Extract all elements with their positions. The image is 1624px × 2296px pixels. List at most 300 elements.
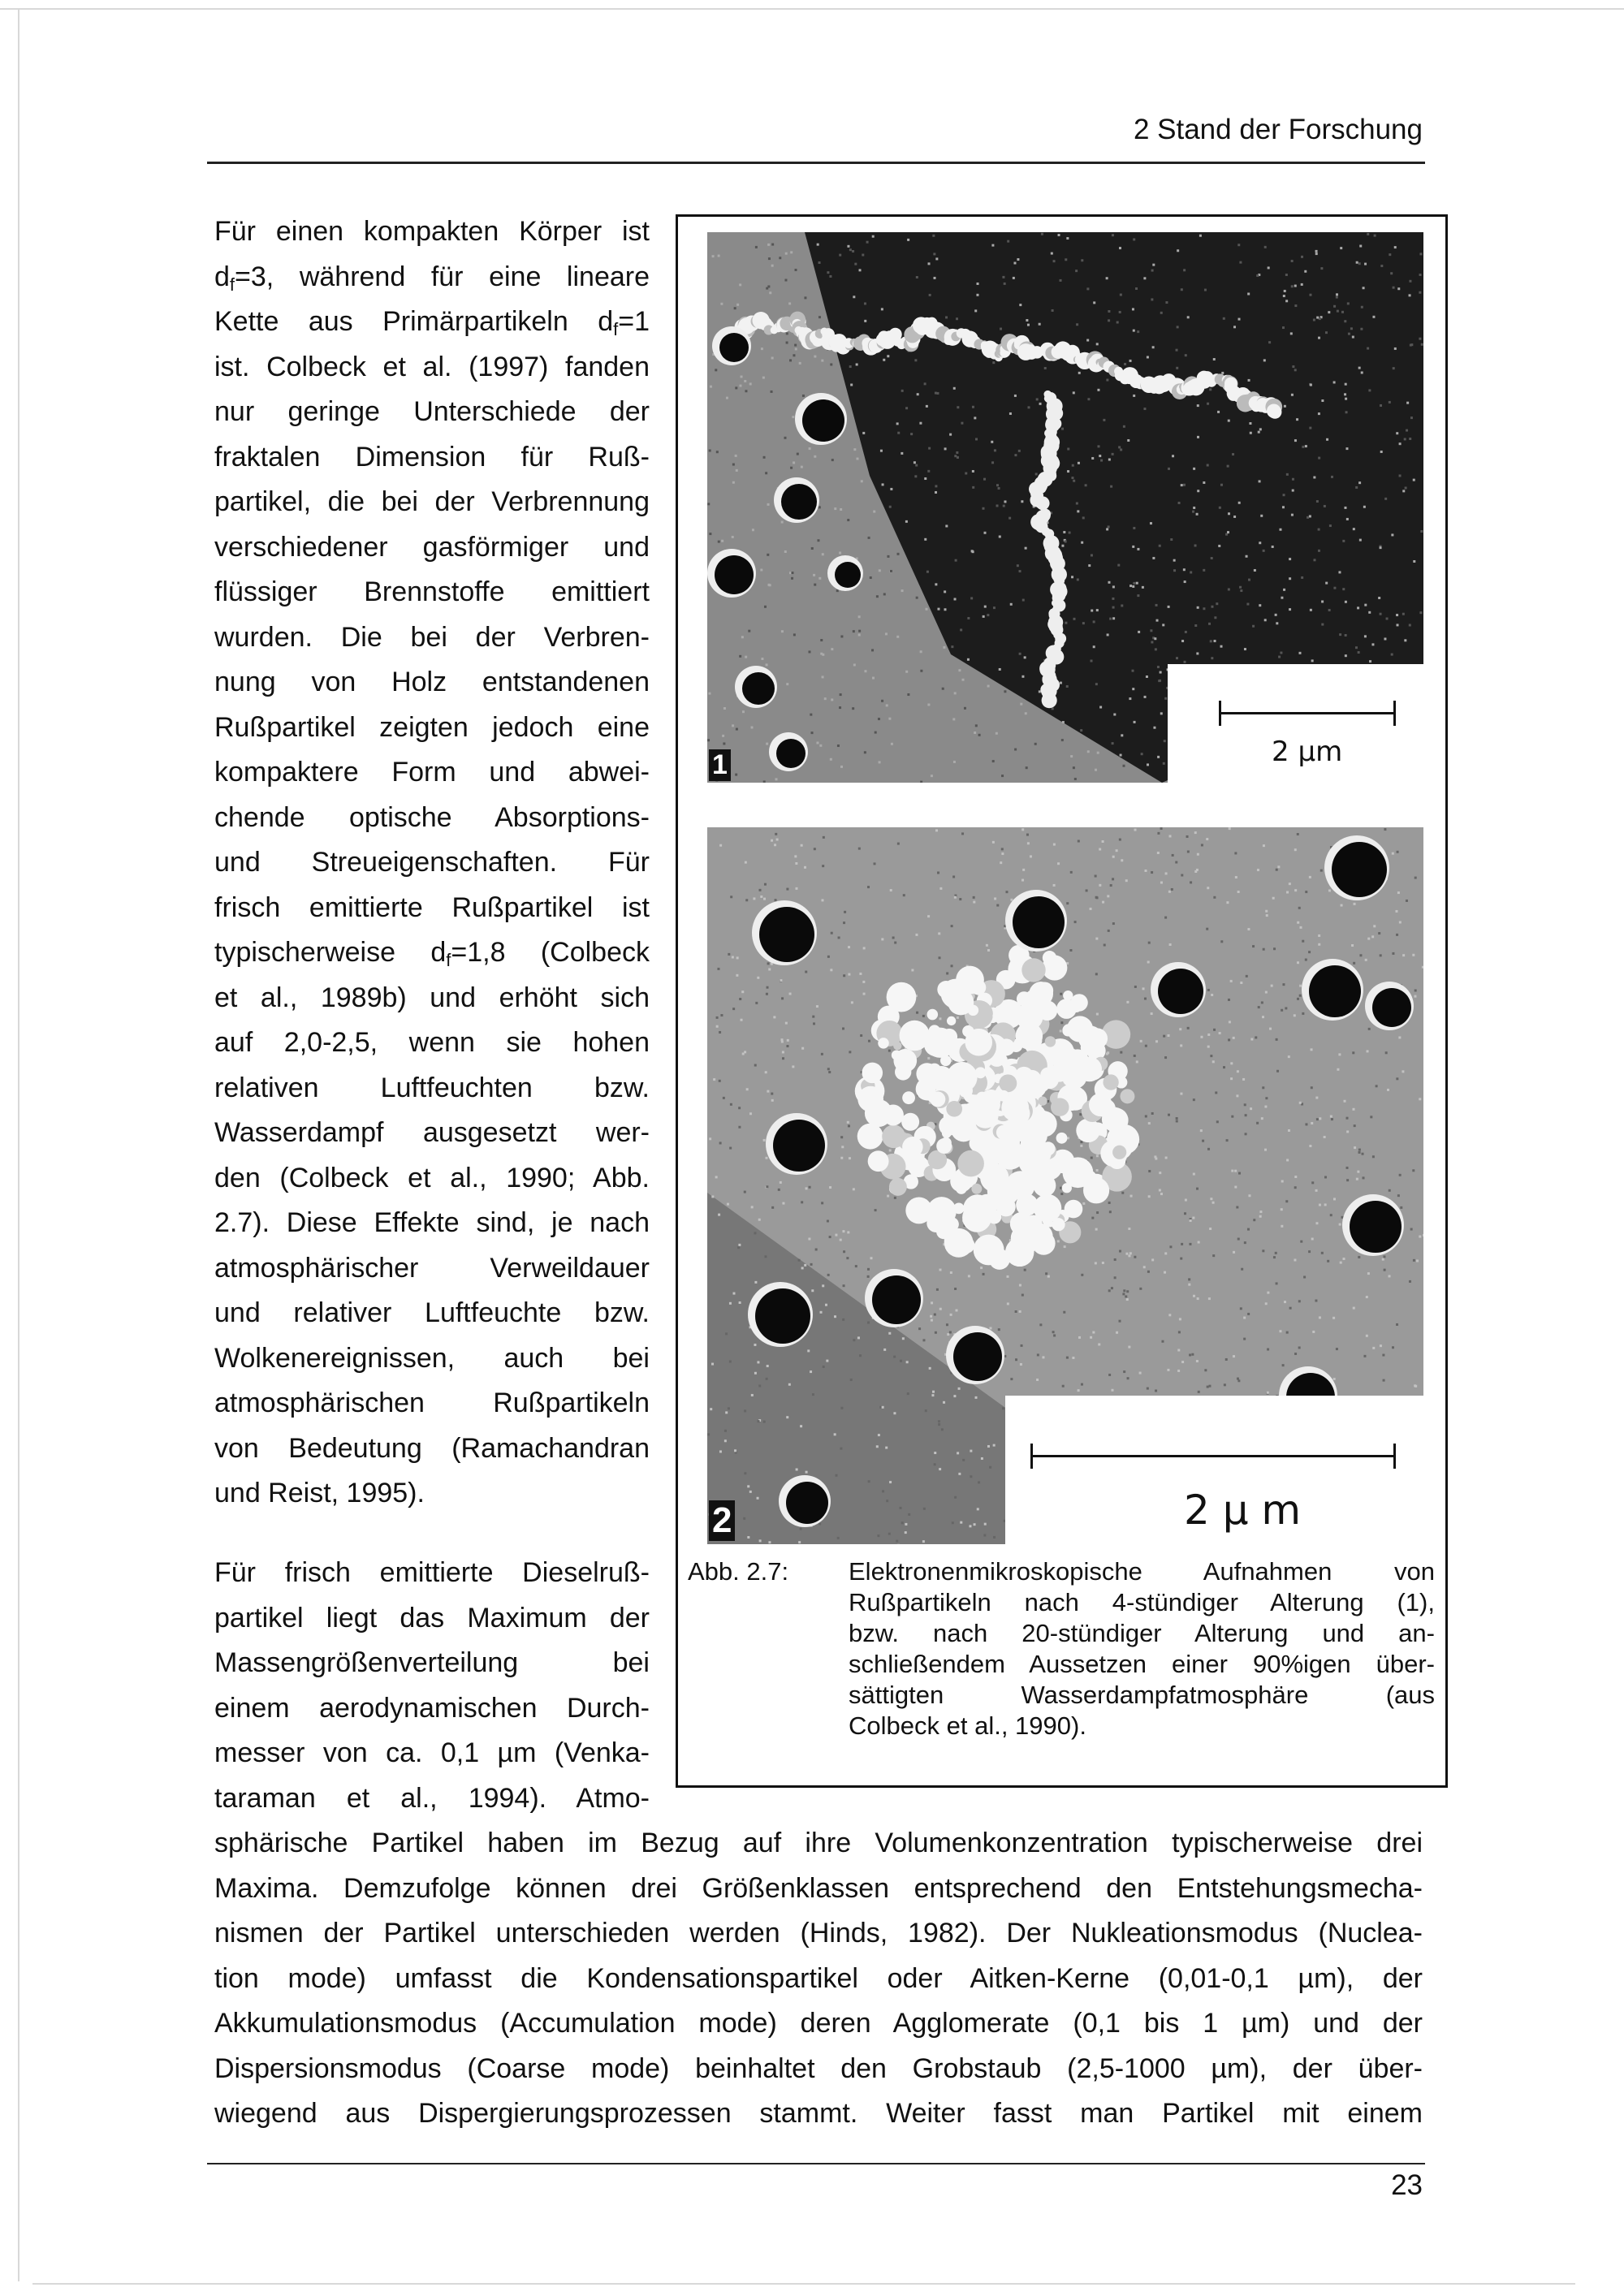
noise [751,1394,754,1396]
noise [753,897,755,900]
scan-edge-left [18,8,19,2281]
noise [1157,852,1160,854]
noise [1078,1389,1080,1392]
noise [1309,1145,1311,1147]
text-line [214,1336,650,1382]
noise [1261,1001,1263,1003]
noise [775,778,777,780]
noise [855,1265,857,1267]
noise [945,524,948,527]
noise [1368,389,1371,391]
noise [1211,657,1213,659]
noise [768,968,771,970]
noise [757,977,759,979]
noise [715,1176,718,1178]
noise [1168,1034,1170,1037]
noise [1330,1214,1332,1216]
text-segment: Maxima. Demzufolge können drei Größenklassen entsprechend den Entstehungsmecha- [214,1872,1423,1904]
noise [1107,895,1109,897]
noise [1390,272,1393,274]
noise [878,1434,880,1436]
noise [813,574,815,576]
noise [1064,1245,1066,1248]
scale-box-2 [1005,1396,1423,1544]
noise [861,480,863,482]
noise [901,390,904,392]
noise [1221,372,1224,374]
noise [1112,922,1115,925]
pore [719,333,749,362]
noise [1014,749,1017,751]
noise [1177,326,1179,328]
noise [1243,1317,1246,1319]
noise [1067,1137,1069,1139]
noise [1344,320,1346,322]
scale-label-1: 2 µm [1272,736,1343,768]
noise [1228,999,1230,1001]
noise [749,1491,752,1493]
noise [1419,252,1422,255]
noise [1404,639,1406,641]
noise [840,1448,842,1450]
noise [745,656,747,658]
noise [1292,478,1294,481]
noise [1239,261,1242,264]
noise [713,1078,715,1081]
noise [1096,1013,1099,1016]
noise [839,706,841,709]
noise [1344,393,1346,395]
noise [1410,1228,1413,1231]
text-line [214,1111,650,1156]
noise [1262,1249,1264,1252]
noise [1187,850,1190,852]
noise [1143,408,1146,410]
noise [1276,1070,1279,1072]
noise [879,569,881,572]
noise [762,377,765,379]
noise [1202,1140,1204,1142]
noise [1024,656,1026,658]
soot-aggregate-particle [1037,1173,1052,1188]
noise [1004,500,1006,503]
noise [1118,446,1121,448]
noise [763,898,766,900]
noise [1132,670,1134,672]
noise [1259,480,1261,482]
noise [1025,712,1027,714]
noise [1091,457,1094,460]
noise [922,1339,925,1341]
noise [1316,500,1319,503]
noise [1123,1289,1125,1292]
noise [1213,896,1216,899]
noise [951,645,953,648]
noise [1197,490,1199,492]
text-line [214,1246,650,1292]
noise [1318,457,1320,460]
noise [1095,683,1098,685]
noise [1126,1298,1129,1301]
noise [978,1481,980,1483]
noise [1021,828,1024,831]
noise [1017,258,1019,261]
noise [1155,648,1157,650]
noise [1164,1271,1166,1274]
noise [920,670,922,672]
noise [830,363,832,365]
noise [886,704,888,706]
noise [991,441,993,443]
noise [1067,470,1069,473]
noise [1255,1036,1257,1038]
noise [1193,468,1195,470]
noise [810,1370,812,1373]
noise [788,1383,791,1386]
noise [1315,1222,1318,1224]
noise [1060,1187,1062,1189]
noise [1097,389,1099,391]
noise [1079,1113,1082,1116]
noise [932,1391,935,1393]
noise [1203,481,1205,484]
noise [1220,940,1223,943]
noise [1252,625,1255,628]
noise [1172,455,1174,457]
noise [938,1420,940,1422]
noise [769,584,771,586]
noise [1034,743,1037,745]
noise [1066,1357,1069,1359]
noise [735,774,737,776]
noise [758,1384,761,1387]
noise [760,896,762,898]
noise [1236,1206,1238,1208]
noise [1022,869,1025,871]
noise [927,915,930,917]
noise [771,356,774,359]
noise [1259,1211,1262,1213]
noise [862,981,865,983]
noise [1099,455,1101,457]
noise [1204,289,1207,291]
noise [1171,888,1173,891]
noise [1345,398,1347,400]
noise [1010,1378,1013,1380]
noise [852,250,854,252]
noise [1207,1386,1209,1388]
noise [780,1181,782,1184]
noise [836,589,839,592]
noise [935,829,938,831]
noise [749,382,752,385]
noise [1004,690,1006,693]
text-segment: Elektronenmikroskopische Aufnahmen von [849,1557,1435,1586]
noise [771,244,774,246]
noise [752,529,754,531]
noise [1283,589,1285,591]
noise [946,972,948,974]
noise [1132,585,1134,588]
noise [882,1406,884,1409]
text-segment: partikel liegt das Maximum der [214,1602,650,1634]
noise [1319,1117,1321,1120]
text-segment: =1,8 (Colbeck [451,937,650,968]
text-line [214,1156,650,1202]
text-line [214,1021,650,1066]
noise [922,1540,925,1543]
noise [1267,1292,1269,1294]
noise [1053,884,1056,887]
noise [710,1408,712,1410]
noise [1163,1035,1165,1038]
noise [1256,274,1259,277]
noise [760,569,762,572]
noise [1409,280,1411,283]
noise [1165,1157,1168,1159]
noise [905,1523,907,1526]
noise [1103,419,1105,421]
noise [755,246,758,248]
noise [1168,1114,1170,1116]
noise [1129,360,1132,362]
noise [1193,1098,1195,1101]
text-line [214,886,650,931]
noise [823,836,825,839]
noise [725,1411,728,1413]
noise [1307,516,1309,519]
noise [1298,907,1301,909]
noise [1220,645,1223,648]
noise [1364,263,1367,265]
noise [1218,545,1220,547]
noise [744,1051,746,1053]
noise [1406,402,1409,404]
noise [947,1333,949,1336]
noise [1127,439,1129,442]
noise [1047,1275,1050,1278]
noise [782,1202,784,1205]
noise [1414,1384,1416,1387]
noise [771,1206,774,1209]
noise [1312,1331,1315,1333]
text-segment: Wolkenereignissen, auch bei [214,1342,650,1374]
noise [1302,1012,1304,1015]
noise [1097,752,1099,754]
noise [732,481,735,484]
noise [1212,1202,1215,1204]
text-segment: Kette aus Primärpartikeln d [214,306,614,337]
text-line [214,300,650,345]
noise [744,380,746,382]
soot-aggregate-particle [982,1090,1001,1109]
noise [1412,1169,1415,1172]
noise [1283,494,1285,496]
noise [1208,623,1211,625]
noise [821,899,823,901]
noise [791,572,793,574]
text-segment: Colbeck et al., 1990). [849,1711,1086,1740]
noise [775,899,777,901]
noise [1104,943,1106,946]
noise [791,577,793,580]
noise [1095,973,1098,975]
noise [1164,1056,1167,1059]
noise [736,304,739,306]
noise [766,993,768,995]
noise [1082,622,1085,624]
noise [939,887,942,890]
noise [723,1097,725,1099]
noise [723,707,726,710]
noise [773,1016,775,1018]
noise [1281,597,1283,599]
noise [817,539,819,542]
noise [1119,1320,1121,1323]
noise [1143,1266,1146,1268]
noise [745,861,747,864]
noise [989,1327,991,1329]
noise [944,447,947,450]
noise [1294,1186,1297,1189]
noise [1304,270,1307,273]
noise [1265,910,1268,913]
noise [828,1071,831,1073]
noise [1382,1354,1384,1357]
noise [1065,540,1067,542]
noise [1116,1331,1118,1334]
noise [1143,277,1146,279]
soot-aggregate-particle [1097,1099,1116,1118]
noise [761,347,763,350]
text-segment: wiegend aus Dispergierungsprozessen stammt. Weiter fasst man Partikel mit einem [214,2098,1423,2129]
pore [742,672,775,705]
noise [1301,576,1303,579]
noise [1151,1012,1153,1015]
noise [796,1468,798,1470]
noise [1262,1086,1264,1089]
noise [1152,264,1155,266]
noise [1206,928,1208,930]
noise [1207,887,1209,889]
noise [1412,954,1415,956]
noise [939,1017,941,1020]
noise [1318,337,1320,339]
noise [1018,570,1021,572]
noise [1409,624,1411,627]
noise [792,416,794,418]
noise [1116,321,1119,323]
noise [1252,945,1255,947]
noise [888,1533,891,1535]
noise [1133,582,1135,585]
noise [1133,330,1135,332]
noise [1078,372,1081,374]
noise [732,1293,735,1295]
noise [1133,527,1135,529]
noise [1066,237,1069,240]
noise [739,385,741,387]
noise [1389,253,1391,256]
noise [1112,234,1114,236]
noise [1183,568,1186,571]
noise [1086,339,1089,342]
text-line [849,1618,1435,1649]
noise [1159,680,1161,682]
noise [1330,1116,1332,1118]
noise [1380,613,1382,615]
noise [1026,834,1029,836]
noise [972,550,974,553]
scale-label-2: 2 µ m [1184,1487,1302,1534]
noise [956,1310,958,1312]
noise [1228,512,1230,515]
noise [983,1534,986,1537]
noise [1420,530,1423,533]
noise [1384,637,1386,640]
noise [957,1452,959,1454]
noise [1253,1219,1255,1221]
noise [1078,1336,1081,1339]
noise [934,1463,936,1465]
noise [958,669,961,671]
noise [1297,998,1299,1000]
noise [1198,1241,1200,1244]
noise [1226,1139,1229,1142]
noise [851,1001,853,1003]
noise [786,332,788,334]
noise [1247,1228,1250,1231]
noise [888,1050,891,1052]
noise [885,1447,888,1449]
noise [957,456,959,459]
soot-aggregate-particle [957,1150,984,1177]
noise [1211,557,1213,559]
noise [793,354,795,356]
noise [819,744,822,747]
noise [960,628,962,631]
noise [1164,740,1166,742]
noise [1268,341,1271,343]
noise [811,732,814,734]
noise [1021,1344,1023,1347]
noise [1225,533,1228,536]
noise [1086,889,1088,891]
noise [1147,356,1149,358]
noise [978,734,981,736]
noise [1190,881,1192,883]
noise [931,1319,933,1322]
noise [875,1209,877,1211]
text-line [214,706,650,751]
text-segment: taraman et al., 1994). Atmo- [214,1782,650,1814]
noise [973,901,975,904]
noise [763,780,766,783]
noise [738,1107,741,1109]
noise [729,1147,732,1150]
noise [1281,1208,1283,1211]
noise [885,632,888,635]
noise [1065,622,1067,624]
noise [1081,1383,1083,1386]
noise [1396,934,1398,936]
noise [1060,993,1062,995]
noise [1353,962,1355,965]
noise [1233,1037,1235,1039]
noise [1233,1355,1235,1357]
noise [1319,317,1321,320]
noise [900,1507,902,1509]
